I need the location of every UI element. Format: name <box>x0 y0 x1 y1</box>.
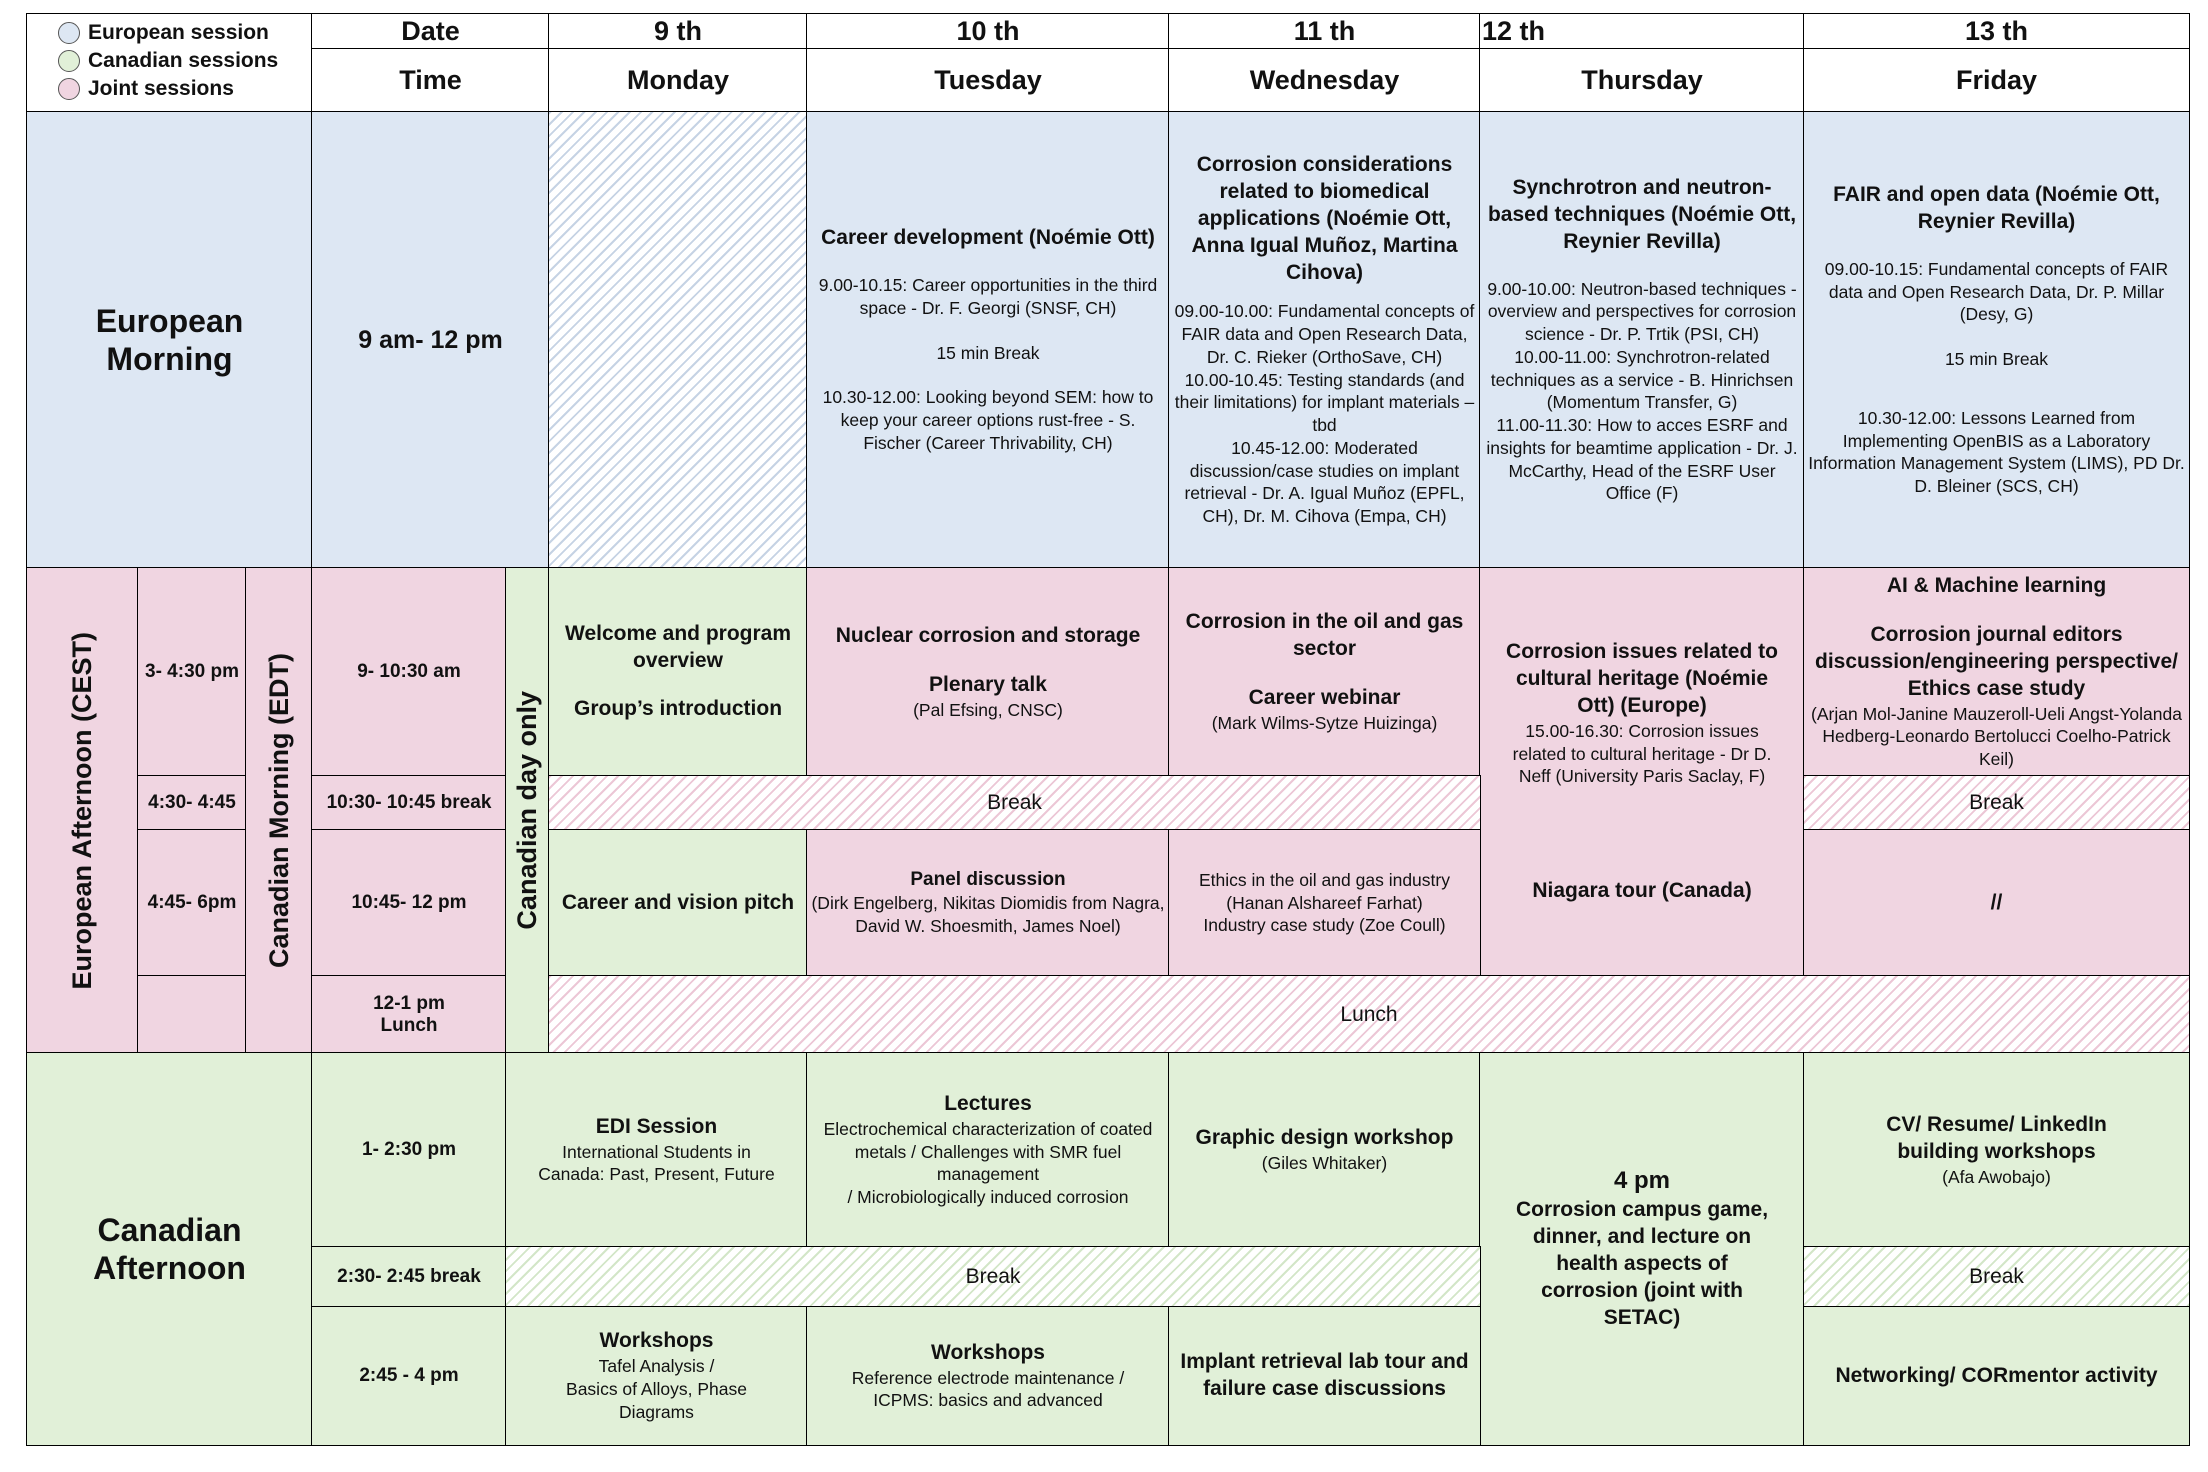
friday-slot-empty: // <box>1803 829 2190 977</box>
edt-time-4: 12-1 pm Lunch <box>311 975 507 1054</box>
wednesday-graphic-design: Graphic design workshop (Giles Whitaker) <box>1168 1052 1481 1248</box>
wednesday-implant-tour: Implant retrieval lab tour and failure case discussions <box>1168 1306 1481 1446</box>
edt-time-3: 10:45- 12 pm <box>311 829 507 977</box>
european-morning-label: European Morning <box>26 111 313 569</box>
cest-time-4-empty <box>137 975 247 1054</box>
legend-canadian: Canadian sessions <box>58 49 278 73</box>
tuesday-panel-discussion: Panel discussion (Dirk Engelberg, Nikitas Diomidis from Nagra, David W. Shoesmith, James Noel) <box>806 829 1170 977</box>
day-tuesday: Tuesday <box>806 48 1170 113</box>
day-wednesday: Wednesday <box>1168 48 1481 113</box>
thursday-cultural-heritage-session: Corrosion issues related to cultural heritage (Noémie Ott) (Europe) 15.00-16.30: Corrosion issues related to cultural heritage - Dr D. Neff (University Paris Saclay, F) Niagara tour (Canada) <box>1479 567 1805 977</box>
date-label: Date <box>311 13 550 50</box>
canadian-afternoon-label: Canadian Afternoon <box>26 1052 313 1446</box>
edt-time-2: 10:30- 10:45 break <box>311 775 507 831</box>
friday-break-afternoon: Break <box>1803 1246 2190 1308</box>
cest-time-1: 3- 4:30 pm <box>137 567 247 777</box>
european-morning-time: 9 am- 12 pm <box>311 111 550 569</box>
afternoon-time-1: 1- 2:30 pm <box>311 1052 507 1248</box>
cest-time-2: 4:30- 4:45 <box>137 775 247 831</box>
monday-edi-session: EDI Session International Students in Canada: Past, Present, Future <box>505 1052 808 1248</box>
date-friday: 13 th <box>1803 13 2190 50</box>
monday-workshops: Workshops Tafel Analysis / Basics of Alloys, Phase Diagrams <box>505 1306 808 1446</box>
tuesday-nuclear-session: Nuclear corrosion and storage Plenary talk (Pal Efsing, CNSC) <box>806 567 1170 777</box>
european-afternoon-label: European Afternoon (CEST) <box>26 567 139 1054</box>
monday-morning-empty <box>548 111 808 569</box>
date-tuesday: 10 th <box>806 13 1170 50</box>
lunch-row: Lunch <box>548 975 2190 1054</box>
afternoon-time-3: 2:45 - 4 pm <box>311 1306 507 1446</box>
date-wednesday: 11 th <box>1168 13 1481 50</box>
afternoon-time-2: 2:30- 2:45 break <box>311 1246 507 1308</box>
pink-circle-icon <box>58 78 80 100</box>
canadian-day-only-label: Canadian day only <box>505 567 550 1054</box>
day-monday: Monday <box>548 48 808 113</box>
monday-career-pitch: Career and vision pitch <box>548 829 808 977</box>
date-monday: 9 th <box>548 13 808 50</box>
tuesday-workshops: Workshops Reference electrode maintenance / ICPMS: basics and advanced <box>806 1306 1170 1446</box>
friday-morning-session: FAIR and open data (Noémie Ott, Reynier Revilla) 09.00-10.15: Fundamental concepts of FAIR data and Open Research Data, Dr. P. Millar (Desy, G) 15 min Break 10.30-12.00: Lessons Learned from Implementing OpenBIS as a Laboratory Information Management System (LIMS), PD Dr. D. Bleiner (SCS, CH) <box>1803 111 2190 569</box>
friday-break-morning: Break <box>1803 775 2190 831</box>
monday-welcome-session: Welcome and program overview Group’s introduction <box>548 567 808 777</box>
break-row-morning: Break <box>548 775 1481 831</box>
break-row-afternoon: Break <box>505 1246 1481 1308</box>
wednesday-ethics-session: Ethics in the oil and gas industry (Hanan Alshareef Farhat) Industry case study (Zoe Coull) <box>1168 829 1481 977</box>
date-thursday: 12 th <box>1482 16 1546 46</box>
legend-joint: Joint sessions <box>58 77 234 101</box>
thursday-campus-game: 4 pm Corrosion campus game, dinner, and lecture on health aspects of corrosion (joint with SETAC) <box>1479 1052 1805 1446</box>
time-label: Time <box>311 48 550 113</box>
wednesday-oil-gas-session: Corrosion in the oil and gas sector Career webinar (Mark Wilms-Sytze Huizinga) <box>1168 567 1481 777</box>
day-thursday: Thursday <box>1479 48 1805 113</box>
friday-networking: Networking/ CORmentor activity <box>1803 1306 2190 1446</box>
friday-cv-workshop: CV/ Resume/ LinkedIn building workshops (Afa Awobajo) <box>1803 1052 2190 1248</box>
cest-time-3: 4:45- 6pm <box>137 829 247 977</box>
friday-ai-session: AI & Machine learning Corrosion journal editors discussion/engineering perspective/ Ethics case study (Arjan Mol-Janine Mauzeroll-Ueli Angst-Yolanda Hedberg-Leonardo Bertolucci Coelho-Patrick Keil) <box>1803 567 2190 777</box>
wednesday-morning-session: Corrosion considerations related to biomedical applications (Noémie Ott, Anna Igual Muñoz, Martina Cihova) 09.00-10.00: Fundamental concepts of FAIR data and Open Research Data, Dr. C. Rieker (OrthoSave, CH) 10.00-10.45: Testing standards (and their limitations) for implant materials – tbd 10.45-12.00: Moderated discussion/case studies on implant retrieval - Dr. A. Igual Muñoz (EPFL, CH), Dr. M. Cihova (Empa, CH) <box>1168 111 1481 569</box>
thursday-morning-session: Synchrotron and neutron-based techniques (Noémie Ott, Reynier Revilla) 9.00-10.00: Neutron-based techniques - overview and perspectives for corrosion science - Dr. P. Trtik (PSI, CH) 10.00-11.00: Synchrotron-related techniques as a service - B. Hinrichsen (Momentum Transfer, G) 11.00-11.30: How to acces ESRF and insights for beamtime application - Dr. J. McCarthy, Head of the ESRF User Office (F) <box>1479 111 1805 569</box>
tuesday-lectures: Lectures Electrochemical characterization of coated metals / Challenges with SMR fuel management / Microbiologically induced corrosion <box>806 1052 1170 1248</box>
blue-circle-icon <box>58 22 80 44</box>
legend-european: European session <box>58 21 269 45</box>
day-friday: Friday <box>1803 48 2190 113</box>
tuesday-morning-session: Career development (Noémie Ott) 9.00-10.15: Career opportunities in the third space - Dr. F. Georgi (SNSF, CH) 15 min Break 10.30-12.00: Looking beyond SEM: how to keep your career options rust-free - S. Fischer (Career Thrivability, CH) <box>806 111 1170 569</box>
green-circle-icon <box>58 50 80 72</box>
canadian-morning-label: Canadian Morning (EDT) <box>245 567 313 1054</box>
edt-time-1: 9- 10:30 am <box>311 567 507 777</box>
